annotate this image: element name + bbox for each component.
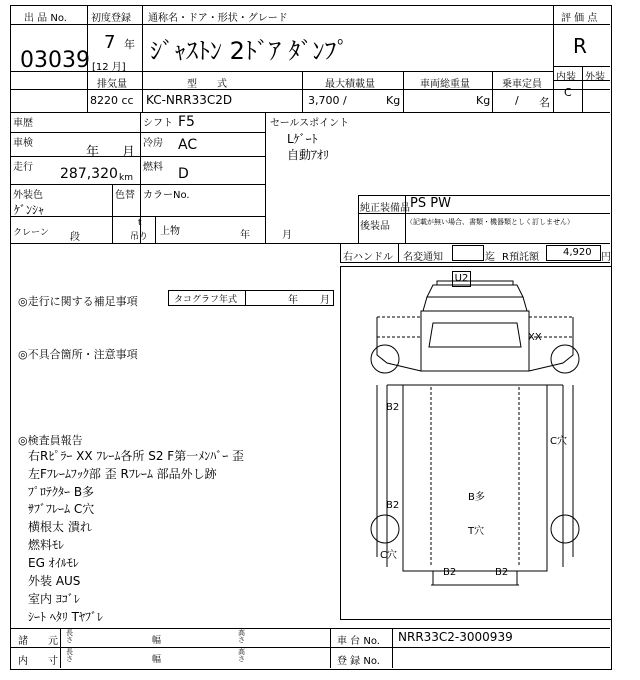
- specs-label: 諸 元: [18, 636, 58, 647]
- inspection-month: 月: [122, 145, 136, 160]
- length-label: 長さ: [66, 629, 73, 644]
- interior-grade: C: [564, 86, 572, 99]
- equipment-label: 純正装備品: [360, 203, 410, 214]
- displacement-label: 排気量: [97, 79, 127, 90]
- capacity-unit: 名: [539, 96, 550, 109]
- aftermarket-label: 後装品: [360, 221, 390, 232]
- lift-month: 月: [282, 230, 292, 241]
- type: KC-NRR33C2D: [146, 93, 233, 107]
- dims-label: 内 寸: [18, 656, 58, 667]
- inspection-label: 車検: [13, 138, 33, 149]
- model-name-label: 通称名・ドア・形状・グレード: [148, 13, 288, 24]
- shift-label: シフト: [143, 118, 173, 129]
- rating-label: 評 価 点: [561, 13, 598, 24]
- sales-point-label: セールスポイント: [270, 118, 350, 129]
- color-value: ｹﾞﾝｼｬ: [14, 203, 45, 217]
- color-label: 外装色: [13, 190, 43, 201]
- crane-label: クレーン: [13, 228, 49, 238]
- inspection-year: 年: [86, 145, 100, 160]
- max-load-unit: Kg: [386, 94, 401, 107]
- interior-label: 内装: [556, 72, 576, 83]
- defects-label: ◎不具合箇所・注意事項: [18, 348, 138, 361]
- inspector-report-label: ◎検査員報告: [18, 434, 83, 447]
- mileage-unit: km: [119, 173, 133, 183]
- diagram-code-xx: XX: [528, 332, 542, 343]
- diagram-code-b2-bottom-right: B2: [495, 567, 509, 578]
- crane-t: t: [138, 218, 142, 228]
- width-label-2: 幅: [152, 655, 162, 665]
- tachograph-month: 月: [320, 295, 330, 306]
- color-change-label: 色替: [115, 190, 135, 201]
- name-change-date-box: [452, 245, 484, 261]
- driving-remarks-label: ◎走行に関する補足事項: [18, 295, 138, 308]
- report-line: ｻﾌﾞﾌﾚｰﾑ C穴: [28, 502, 95, 516]
- equipment-value: PS PW: [410, 196, 451, 211]
- diagram-code-c-hole-right: C穴: [550, 436, 567, 447]
- shift-value: F5: [178, 114, 195, 130]
- report-line: EG ｵｲﾙﾓﾚ: [28, 556, 79, 570]
- type-label: 型 式: [187, 79, 227, 90]
- report-line: 室内 ﾖｺﾞﾚ: [28, 592, 80, 606]
- capacity: /: [515, 94, 519, 107]
- color-no-label: カラーNo.: [143, 190, 190, 201]
- max-load-label: 最大積載量: [325, 79, 375, 90]
- crane-hoist: 吊り: [130, 232, 149, 242]
- displacement: 8220 cc: [90, 94, 134, 107]
- lift-label: 上物: [160, 226, 180, 237]
- tachograph-year: 年: [288, 295, 298, 306]
- max-load: 3,700 /: [308, 94, 347, 107]
- total-weight-label: 車両総重量: [420, 79, 470, 90]
- first-reg-year: 7: [104, 32, 116, 53]
- mileage-label: 走行: [13, 162, 33, 173]
- report-line: 横根太 潰れ: [28, 520, 92, 534]
- diagram-code-c-hole-left: C穴: [380, 550, 397, 561]
- report-line: 左Fﾌﾚｰﾑﾌｯｸ部 歪 Rﾌﾚｰﾑ 部品外し跡: [28, 467, 217, 481]
- diagram-code-b2-left-lower: B2: [386, 500, 400, 511]
- chassis-no: NRR33C2-3000939: [398, 630, 513, 644]
- report-line: 外装 AUS: [28, 574, 81, 588]
- report-line: 右Rﾋﾟﾗｰ XX ﾌﾚｰﾑ各所 S2 F第一ﾒﾝﾊﾞｰ 歪: [28, 449, 245, 463]
- mileage: 287,320: [60, 166, 118, 182]
- fuel-value: D: [178, 166, 189, 182]
- lot-no: 03039: [20, 48, 90, 73]
- lift-year: 年: [240, 230, 250, 241]
- width-label: 幅: [152, 636, 162, 646]
- ac-value: AC: [178, 137, 198, 153]
- tachograph-label: タコグラフ年式: [174, 295, 238, 305]
- sales-point-2: 自動ｱｵﾘ: [287, 148, 330, 162]
- recycle-amount: 4,920: [563, 247, 592, 258]
- sales-point-1: Lｹﾞｰﾄ: [287, 132, 318, 146]
- length-label-2: 長さ: [66, 648, 73, 663]
- name-change-label: 名変通知: [403, 252, 443, 263]
- lot-no-label: 出 品 No.: [24, 13, 67, 24]
- total-weight-unit: Kg: [476, 94, 491, 107]
- rhd-label: 右ハンドル: [343, 252, 393, 263]
- capacity-label: 乗車定員: [502, 79, 542, 90]
- exterior-label: 外装: [585, 72, 605, 83]
- height-label-2: 高さ: [238, 648, 245, 663]
- diagram-code-b2-bottom-left: B2: [443, 567, 457, 578]
- aftermarket-note: （記載が無い場合、書類・機器類としく訂しません）: [406, 218, 574, 226]
- crane-stage: 段: [70, 232, 80, 243]
- registration-label: 登 録 No.: [337, 656, 380, 667]
- height-label: 高さ: [238, 629, 245, 644]
- ac-label: 冷房: [143, 138, 163, 149]
- recycle-label: R預託額: [502, 252, 539, 263]
- rating: R: [573, 34, 587, 58]
- truck-diagram: [341, 267, 609, 617]
- yen-label: 円: [601, 252, 611, 263]
- history-label: 車歴: [13, 118, 33, 129]
- diagram-code-b2-left-upper: B2: [386, 402, 400, 413]
- report-line: 燃料ﾓﾚ: [28, 538, 65, 552]
- deadline-label: 迄: [485, 252, 495, 263]
- first-reg-year-unit: 年: [124, 38, 135, 51]
- model-name: ｼﾞｬｽﾄﾝ 2ﾄﾞｱ ﾀﾞﾝﾌﾟ: [150, 37, 349, 65]
- first-reg-label: 初度登録: [91, 13, 131, 24]
- diagram-code-b-many: B多: [468, 492, 485, 503]
- diagram-code-u2: U2: [452, 271, 471, 287]
- first-reg-month: [12 月]: [92, 62, 126, 73]
- report-line: ﾌﾟﾛﾃｸﾀｰ B多: [28, 485, 95, 499]
- report-line: ｼｰﾄ ﾍﾀﾘ Tﾔﾌﾞﾚ: [28, 610, 103, 624]
- diagram-code-t-hole: T穴: [468, 526, 485, 537]
- fuel-label: 燃料: [143, 162, 163, 173]
- chassis-label: 車 台 No.: [337, 636, 380, 647]
